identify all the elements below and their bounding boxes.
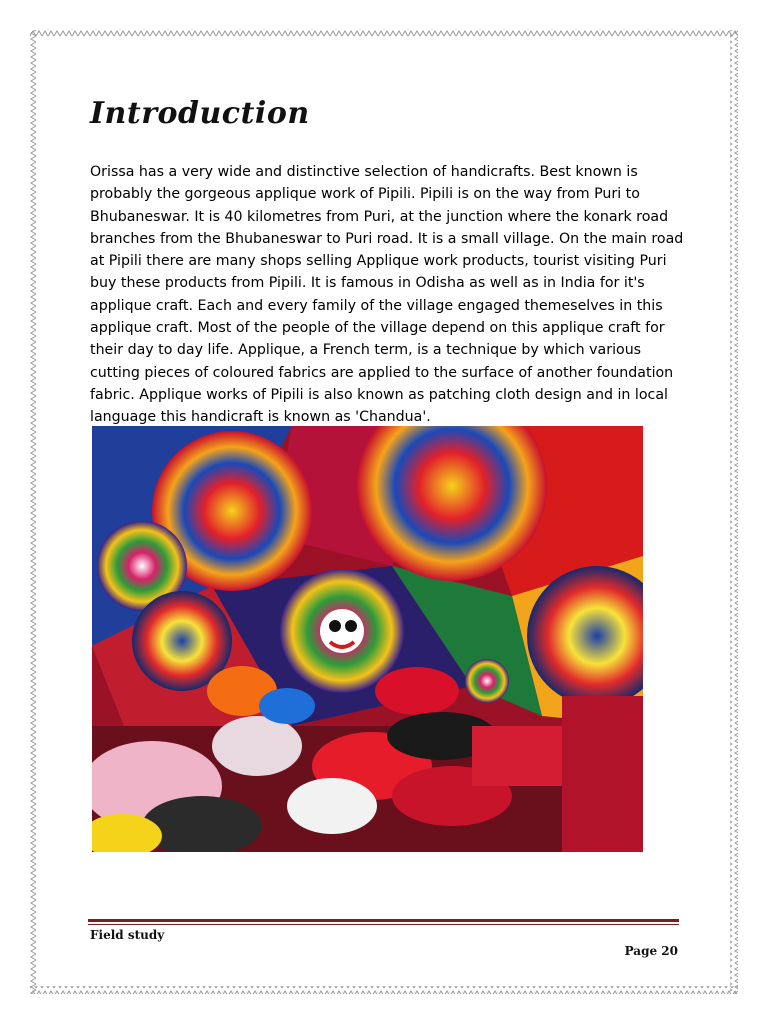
footer-rule-thin xyxy=(88,924,679,925)
applique-photo xyxy=(92,426,643,852)
footer-rule xyxy=(88,919,679,922)
footer-section-label: Field study xyxy=(90,928,165,942)
page-title: Introduction xyxy=(90,96,310,131)
page-number: Page 20 xyxy=(624,944,678,958)
intro-paragraph: Orissa has a very wide and distinctive selection of handicrafts. Best known is probably the gorgeous applique work of Pipili. Pipili is on the way from Puri to Bhubaneswar. It is 40 kilometres from Puri, at the junction where the konark road branches from the Bhubaneswar to Puri road. It is a small village. On the main road at Pipili there are many shops selling Applique work products, tourist visiting Puri buy these products from Pipili. It is famous in Odisha as well as in India for it's applique craft. Each and every family of the village engaged themeselves in this applique craft. Most of the people of the village depend on this applique craft for their day to day life. Applique, a French term, is a technique by which various cutting pieces of coloured fabrics are applied to the surface of another foundation fabric. Applique works of Pipili is also known as patching cloth design and in local language this handicraft is known as 'Chandua'. xyxy=(90,164,684,426)
